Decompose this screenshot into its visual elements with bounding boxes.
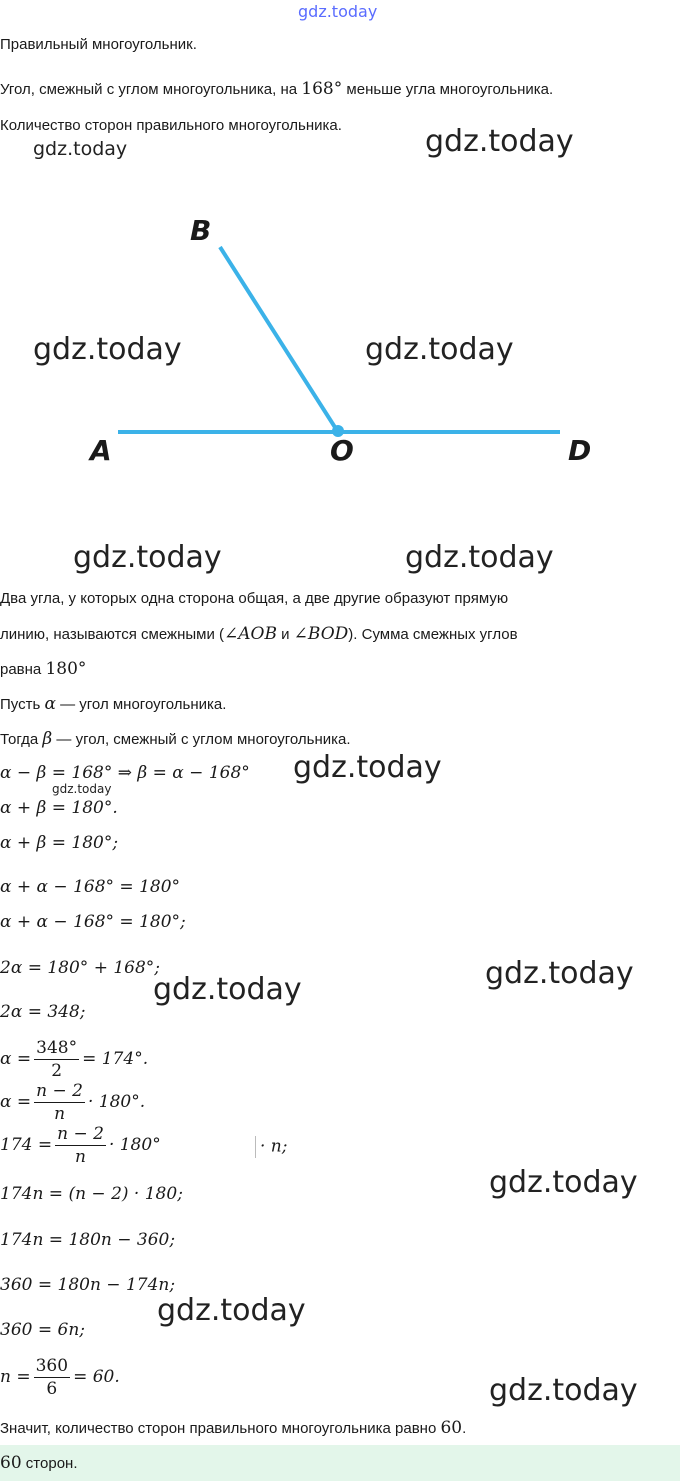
equation-7: 2α = 348; <box>0 1002 86 1022</box>
equation-10-multiplier <box>255 1136 287 1158</box>
fraction-numerator: n − 2 <box>57 1124 104 1144</box>
equation-4: α + α − 168° = 180° <box>0 877 181 897</box>
equation-14: 360 = 6n; <box>0 1320 85 1340</box>
explanation-text: ). Сумма смежных углов <box>348 626 518 643</box>
equation-12: 174n = 180n − 360; <box>0 1230 176 1250</box>
condition-value-168: 168° <box>301 79 343 99</box>
watermark: gdz.today <box>157 1293 306 1328</box>
fraction-numerator: 360 <box>35 1356 69 1376</box>
fraction-denominator: n <box>54 1104 66 1124</box>
watermark: gdz.today <box>405 540 554 575</box>
answer-box <box>0 1445 680 1481</box>
equation-13: 360 = 180n − 174n; <box>0 1275 176 1295</box>
explanation-text: Тогда <box>0 731 43 748</box>
watermark: gdz.today <box>489 1165 638 1200</box>
watermark: gdz.today <box>33 138 128 160</box>
explanation-text: Пусть <box>0 696 45 713</box>
equation-15-rhs: = 60. <box>73 1367 120 1387</box>
label-o: O <box>330 434 354 467</box>
conclusion <box>0 1418 466 1438</box>
equation-15 <box>0 1356 120 1399</box>
condition-line-2 <box>0 79 553 99</box>
watermark: gdz.today <box>489 1373 638 1408</box>
equation-8 <box>0 1038 148 1081</box>
condition-text-b: меньше угла многоугольника. <box>342 81 554 98</box>
explanation-text: — угол, смежный с углом многоугольника. <box>52 731 351 748</box>
condition-text-a: Угол, смежный с углом многоугольника, на <box>0 81 302 98</box>
equation-10-rhs: · 180° <box>108 1135 161 1155</box>
fraction-348-2 <box>34 1038 79 1081</box>
fraction-numerator: n − 2 <box>36 1081 83 1101</box>
equation-8-lhs: α = <box>0 1049 32 1069</box>
var-alpha: α <box>44 694 56 714</box>
answer-value: 60 <box>0 1453 22 1473</box>
label-b: B <box>190 214 212 247</box>
explanation-line-2 <box>0 624 518 644</box>
equation-2: α + β = 180°. <box>0 798 118 818</box>
explanation-text: линию, называются смежными ( <box>0 626 224 643</box>
answer-text <box>0 1453 78 1473</box>
conclusion-text-end: . <box>462 1420 467 1437</box>
watermark: gdz.today <box>52 782 112 796</box>
ray-ob <box>220 247 338 432</box>
value-180: 180° <box>45 659 87 679</box>
angle-aob: ∠AOB <box>224 624 277 644</box>
explanation-line-5 <box>0 729 351 749</box>
explanation-line-1: Два угла, у которых одна сторона общая, а две другие образуют прямую <box>0 590 509 607</box>
equation-15-lhs: n = <box>0 1367 31 1387</box>
explanation-line-3 <box>0 659 86 679</box>
watermark: gdz.today <box>425 124 574 159</box>
watermark: gdz.today <box>293 750 442 785</box>
watermark: gdz.today <box>73 540 222 575</box>
equation-11: 174n = (n − 2) · 180; <box>0 1184 183 1204</box>
label-d: D <box>568 434 592 467</box>
watermark: gdz.today <box>485 956 634 991</box>
equation-1: α − β = 168° ⇒ β = α − 168° <box>0 763 250 783</box>
fraction-numerator: 348° <box>36 1038 78 1058</box>
equation-9 <box>0 1081 145 1124</box>
equation-6: 2α = 180° + 168°; <box>0 958 161 978</box>
equation-3: α + β = 180°; <box>0 833 119 853</box>
conclusion-value: 60 <box>440 1418 463 1438</box>
explanation-line-4 <box>0 694 226 714</box>
equation-9-lhs: α = <box>0 1092 32 1112</box>
explanation-and: и <box>276 626 294 643</box>
equation-8-rhs: = 174°. <box>82 1049 149 1069</box>
label-a: A <box>90 434 112 467</box>
conclusion-text: Значит, количество сторон правильного многоугольника равно <box>0 1420 441 1437</box>
equation-9-rhs: · 180°. <box>87 1092 146 1112</box>
fraction-denominator: 2 <box>51 1061 63 1081</box>
vertical-bar <box>255 1136 256 1158</box>
equation-10 <box>0 1124 161 1167</box>
fraction-n-2-n <box>34 1081 85 1124</box>
angle-bod: ∠BOD <box>293 624 349 644</box>
condition-line-1: Правильный многоугольник. <box>0 36 197 53</box>
explanation-text: — угол многоугольника. <box>55 696 227 713</box>
var-beta: β <box>42 729 53 749</box>
fraction-denominator: 6 <box>46 1379 58 1399</box>
watermark: gdz.today <box>33 332 182 367</box>
watermark: gdz.today <box>153 972 302 1007</box>
explanation-text: равна <box>0 661 46 678</box>
fraction-denominator: n <box>75 1147 86 1167</box>
fraction-360-6 <box>34 1356 70 1399</box>
fraction-n-2-n <box>55 1124 106 1167</box>
condition-line-3: Количество сторон правильного многоугольника. <box>0 117 342 134</box>
equation-10-lhs: 174 = <box>0 1135 53 1155</box>
equation-5: α + α − 168° = 180°; <box>0 912 186 932</box>
answer-unit: сторон. <box>21 1455 78 1472</box>
watermark: gdz.today <box>365 332 514 367</box>
multiplier-text: · n; <box>260 1136 288 1157</box>
watermark-top: gdz.today <box>298 2 378 21</box>
